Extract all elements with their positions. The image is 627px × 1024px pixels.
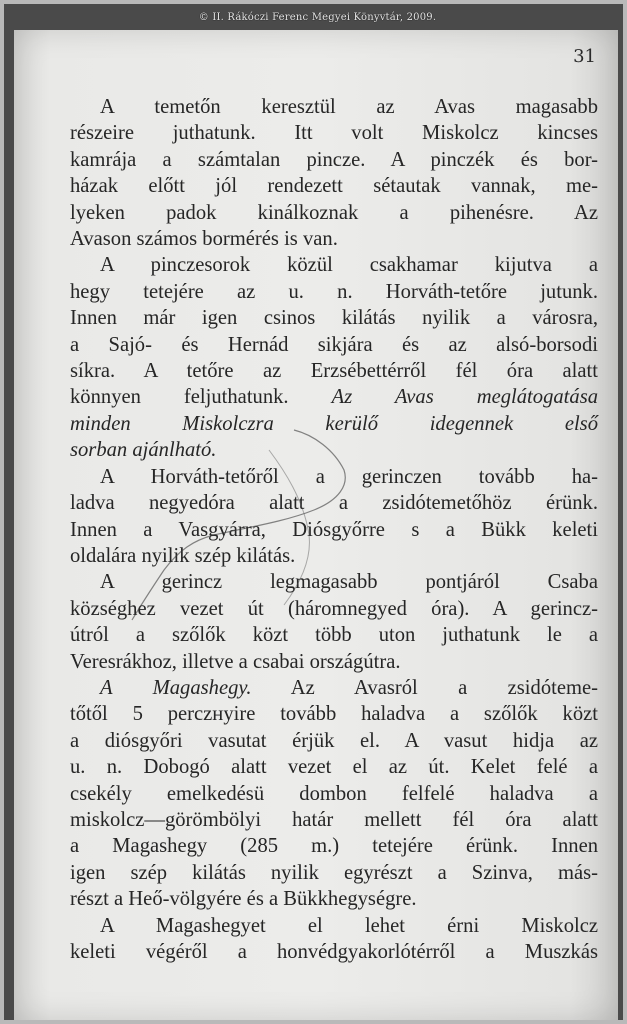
text-line: részt a Heő-völgyére és a Bükkhegységre. [70,888,417,911]
copyright-watermark: © II. Rákóczi Ferenc Megyei Könyvtár, 2009. [198,12,437,23]
text-line: keleti végéről a honvédgyakorlótérről a Muszkás [70,941,598,963]
text-line: igen szép kilátás nyilik egyrészt a Szinva, más- [70,861,598,884]
text-line: oldalára nyilik szép kilátás. [70,544,296,567]
text-line: u. n. Dobogó alatt vezet el az út. Kelet felé a [70,756,598,779]
page-body-text [70,94,598,965]
text-line: Veresrákhoz, illetve a csabai országútra. [70,650,401,673]
text-line: Innen a Vasgyárra, Diósgyőrre s a Bükk keleti [70,518,598,541]
text-line: kamrája a számtalan pincze. A pinczék és bor- [70,148,598,171]
text-line: Avason számos bormérés is van. [70,228,338,251]
text-line: miskolcz—görömbölyi határ mellett fél óra alatt [70,808,598,831]
text-line: lyeken padok kinálkoznak a pihenésre. Az [70,201,598,224]
text-line: A Horváth-tetőről a gerinczen tovább ha- [100,465,598,488]
text-line: sorban ajánlható. [70,439,217,462]
text-line: minden Miskolczra kerülő idegennek első [70,412,598,435]
book-page [14,30,618,1020]
text-line: A Magashegy. Az Avasról a zsidóteme- [100,676,598,699]
text-line: községhez vezet út (háromnegyed óra). A gerincz- [70,597,598,620]
text-line: házak előtt jól rendezett sétautak vannak, me- [70,175,598,198]
text-line: részeire juthatunk. Itt volt Miskolcz kincses [70,122,598,145]
text-line: A Magashegyet el lehet érni Miskolcz [100,914,598,937]
text-line: útról a szőlők közt több uton juthatunk le a [70,624,598,647]
text-line: tőtől 5 perczнyire tovább haladva a szőlők közt [70,703,598,726]
text-line: könnyen feljuthatunk. Az Avas meglátogatása [70,386,599,409]
text-line: A pinczesorok közül csakhamar kijutva a [100,254,598,277]
text-line: a diósgyőri vasutat érjük el. A vasut hidja az [70,729,598,752]
page-number: 31 [573,46,596,67]
text-line: a Magashegy (285 m.) tetejére érünk. Innen [70,835,598,858]
text-line: hegy tetejére az u. n. Horváth-tetőre jutunk. [70,280,598,303]
text-line: ladva negyedóra alatt a zsidótemetőhöz érünk. [70,492,598,515]
text-line: A temetőn keresztül az Avas magasabb [100,96,598,118]
text-line: csekély emelkedésü dombon felfelé haladva a [70,782,598,805]
text-line: a Sajó- és Hernád sikjára és az alsó-borsodi [70,333,598,356]
text-line: Innen már igen csinos kilátás nyilik a városra, [70,307,598,330]
text-line: síkra. A tetőre az Erzsébettérről fél óra alatt [70,360,598,383]
text-line: A gerincz legmagasabb pontjáról Csaba [100,571,598,594]
